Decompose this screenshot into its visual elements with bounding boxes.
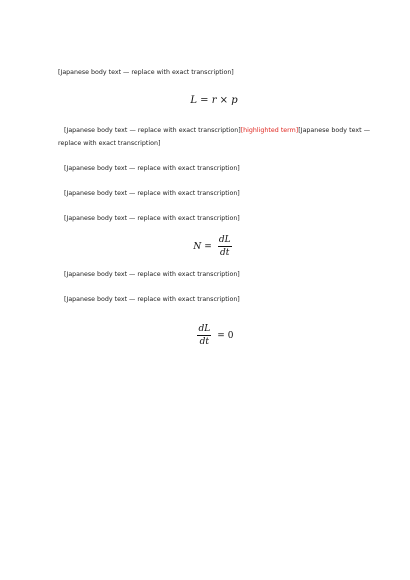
equation-torque-numerator: dL (218, 235, 231, 245)
paragraph-mass-point (58, 187, 370, 200)
paragraph-conservation (58, 293, 370, 306)
paragraph-mass-point-text: [Japanese body text — replace with exact transcription] (64, 190, 240, 197)
highlight-angular-momentum: [highlighted term] (240, 127, 299, 134)
equation-torque-denominator: dt (220, 248, 230, 258)
equation-conservation-fraction (197, 324, 211, 347)
equation-angular-momentum: L = r × p (190, 95, 238, 106)
paragraph-rotation-text: [Japanese body text — replace with exact transcription] (64, 165, 240, 172)
paragraph-intro-text: [Japanese body text — replace with exact transcription] (58, 69, 234, 76)
equation-torque (58, 235, 370, 258)
paragraph-naming-text-1: [Japanese body text — replace with exact transcription] (64, 127, 241, 134)
equation-conservation (58, 324, 370, 347)
equation-conservation-numerator: dL (198, 324, 211, 334)
equation-torque-equals: = (204, 241, 212, 252)
equation-conservation-equals: = (217, 330, 225, 341)
paragraph-summary (58, 268, 370, 281)
paragraph-rotation (58, 162, 370, 175)
equation-torque-lhs: N (193, 241, 202, 252)
paragraph-summary-text: [Japanese body text — replace with exact transcription] (64, 271, 240, 278)
equation-conservation-denominator: dt (199, 337, 210, 347)
paragraph-intro (58, 66, 370, 79)
paragraph-naming-text-2: [Japanese body text — replace with exact transcription] (58, 127, 370, 147)
paragraph-conservation-text: [Japanese body text — replace with exact transcription] (64, 296, 240, 303)
paragraph-interpretation-text: [Japanese body text — replace with exact transcription] (64, 215, 240, 222)
paragraph-interpretation (58, 212, 370, 225)
paragraph-naming (58, 124, 370, 150)
equation-torque-fraction (218, 235, 232, 258)
equation-conservation-rhs: 0 (227, 330, 234, 341)
